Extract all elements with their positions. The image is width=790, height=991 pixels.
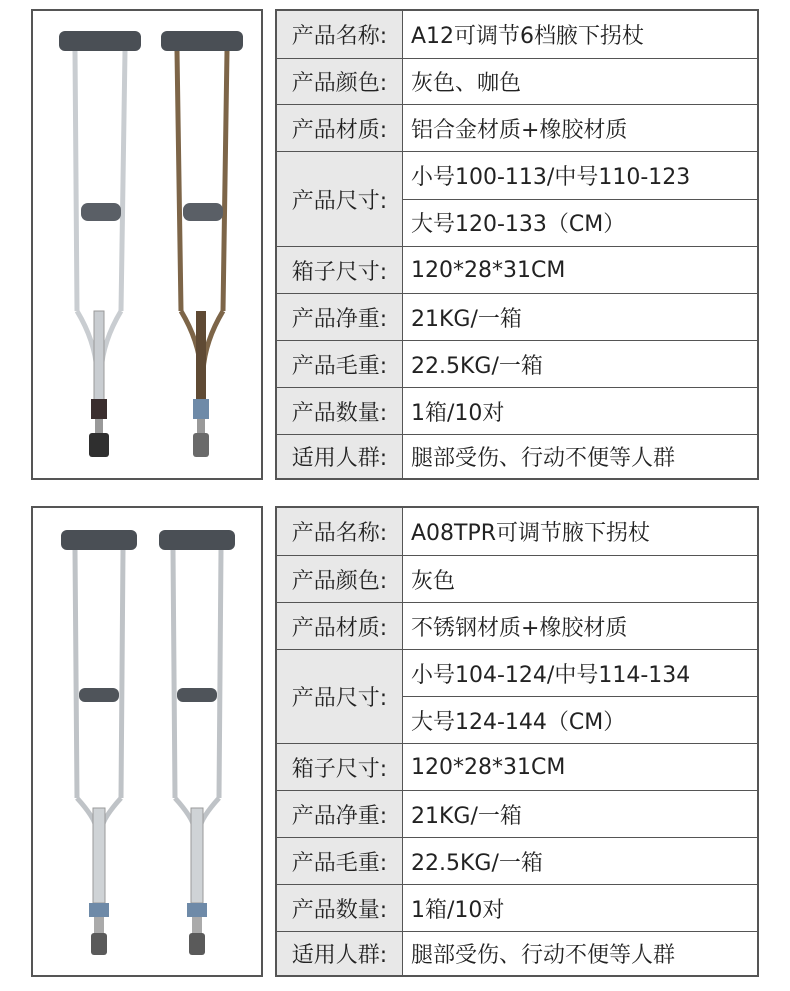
- spec-row-audience: [277, 435, 757, 478]
- spec-table-1: [275, 9, 759, 480]
- spec-label: 产品颜色:: [277, 59, 403, 104]
- spec-value: 灰色、咖色: [403, 59, 757, 104]
- spec-value: 灰色: [403, 556, 757, 602]
- spec-value: 1箱/10对: [403, 885, 757, 931]
- spec-value: 22.5KG/一箱: [403, 838, 757, 884]
- spec-value: 腿部受伤、行动不便等人群: [403, 932, 757, 975]
- spec-row-quantity: [277, 885, 757, 932]
- spec-value: 1箱/10对: [403, 388, 757, 434]
- crutch-pair-image: [33, 11, 261, 478]
- spec-label: 产品数量:: [277, 388, 403, 434]
- crutch-pair-image: [33, 508, 261, 975]
- spec-row-name: [277, 11, 757, 59]
- spec-value: A12可调节6档腋下拐杖: [403, 11, 757, 58]
- spec-label: 箱子尺寸:: [277, 247, 403, 293]
- spec-row-material: [277, 105, 757, 152]
- spec-label: 产品名称:: [277, 508, 403, 555]
- crutch-icon: [161, 31, 243, 457]
- spec-row-box-size: [277, 247, 757, 294]
- spec-value: 小号104-124/中号114-134: [403, 650, 757, 697]
- spec-value: 22.5KG/一箱: [403, 341, 757, 387]
- spec-row-net-weight: [277, 791, 757, 838]
- spec-value: 21KG/一箱: [403, 791, 757, 837]
- spec-row-quantity: [277, 388, 757, 435]
- spec-value: 120*28*31CM: [403, 744, 757, 790]
- spec-row-net-weight: [277, 294, 757, 341]
- spec-label: 产品尺寸:: [277, 152, 403, 246]
- spec-row-audience: [277, 932, 757, 975]
- crutch-icon: [59, 31, 141, 457]
- spec-value: 21KG/一箱: [403, 294, 757, 340]
- product-image-1: [31, 9, 263, 480]
- spec-value: 不锈钢材质+橡胶材质: [403, 603, 757, 649]
- product-image-2: [31, 506, 263, 977]
- spec-label: 适用人群:: [277, 932, 403, 975]
- spec-value: 铝合金材质+橡胶材质: [403, 105, 757, 151]
- spec-row-size: [277, 152, 757, 247]
- crutch-icon: [159, 530, 235, 955]
- spec-label: 产品尺寸:: [277, 650, 403, 743]
- spec-row-box-size: [277, 744, 757, 791]
- spec-label: 产品数量:: [277, 885, 403, 931]
- spec-row-size: [277, 650, 757, 744]
- spec-table-2: [275, 506, 759, 977]
- spec-value: 小号100-113/中号110-123: [403, 152, 757, 200]
- spec-row-material: [277, 603, 757, 650]
- spec-label: 产品净重:: [277, 294, 403, 340]
- spec-label: 产品材质:: [277, 105, 403, 151]
- spec-label: 产品毛重:: [277, 341, 403, 387]
- spec-value: A08TPR可调节腋下拐杖: [403, 508, 757, 555]
- spec-label: 箱子尺寸:: [277, 744, 403, 790]
- spec-label: 产品材质:: [277, 603, 403, 649]
- spec-row-name: [277, 508, 757, 556]
- spec-row-gross-weight: [277, 341, 757, 388]
- spec-value: 大号124-144（CM）: [411, 709, 626, 735]
- spec-row-color: [277, 556, 757, 603]
- spec-row-color: [277, 59, 757, 105]
- crutch-icon: [61, 530, 137, 955]
- spec-label: 适用人群:: [277, 435, 403, 478]
- spec-label: 产品净重:: [277, 791, 403, 837]
- spec-label: 产品颜色:: [277, 556, 403, 602]
- spec-row-gross-weight: [277, 838, 757, 885]
- spec-value: 腿部受伤、行动不便等人群: [403, 435, 757, 478]
- spec-label: 产品毛重:: [277, 838, 403, 884]
- spec-value: 120*28*31CM: [403, 247, 757, 293]
- spec-value: 大号120-133（CM）: [411, 212, 626, 238]
- spec-label: 产品名称:: [277, 11, 403, 58]
